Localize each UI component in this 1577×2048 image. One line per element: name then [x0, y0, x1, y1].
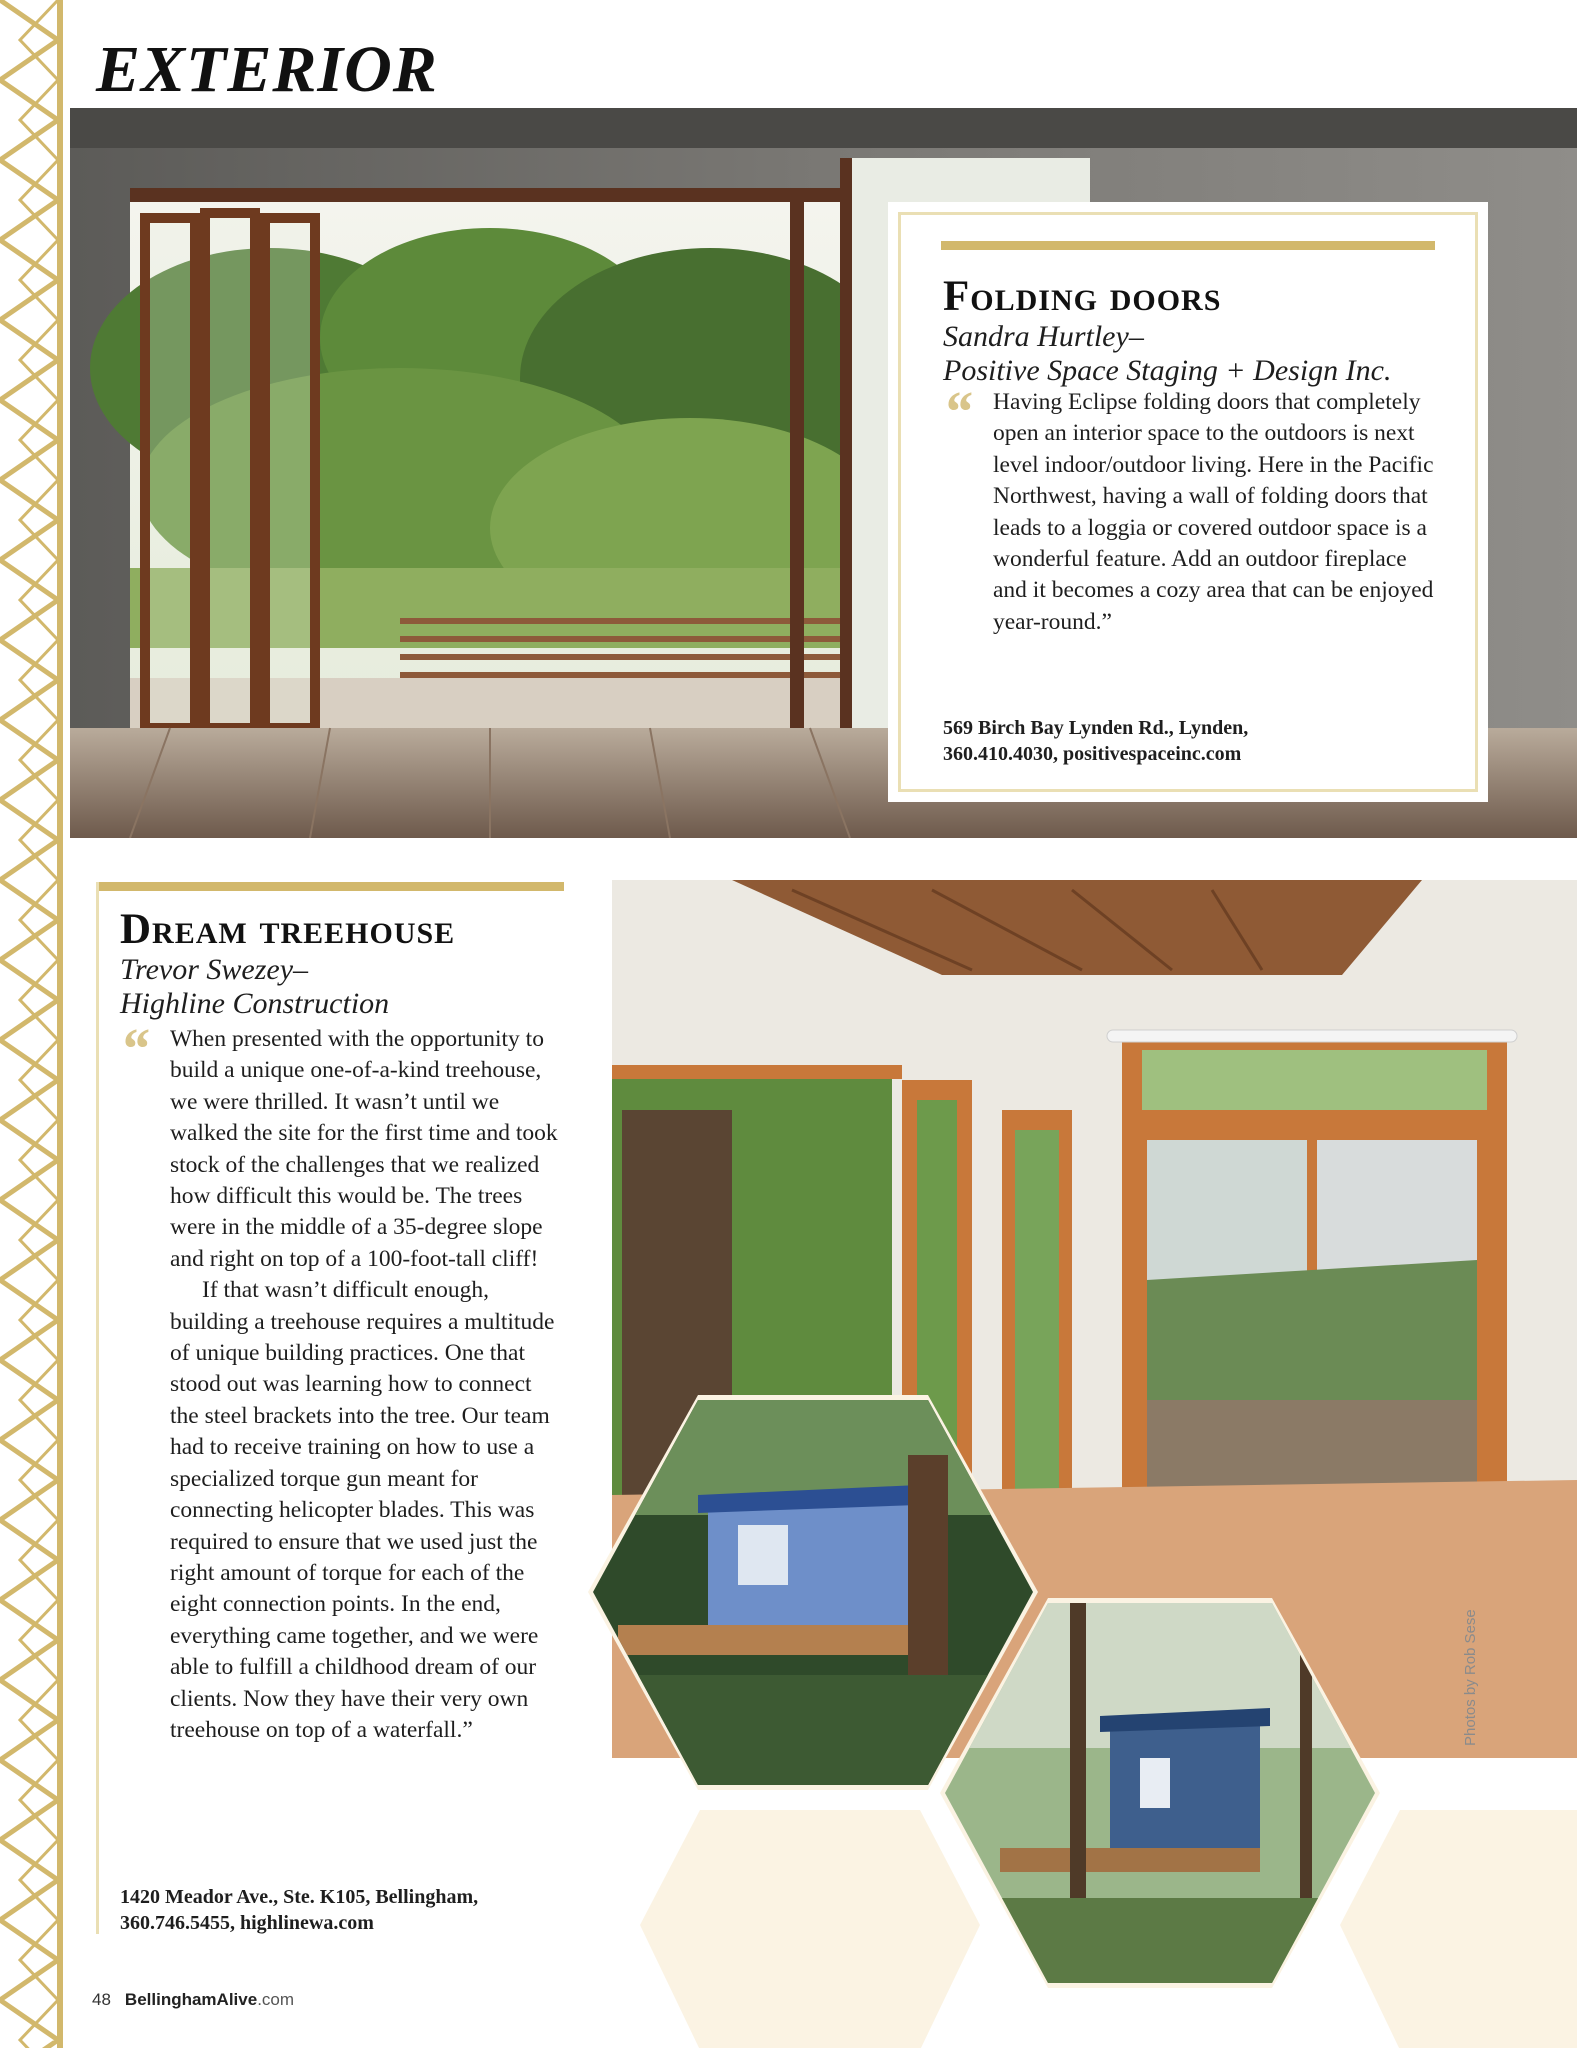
page-footer	[92, 1990, 294, 2010]
quote-mark-icon: “	[120, 1016, 149, 1081]
folding-doors-card-border	[898, 212, 1478, 792]
treehouse-article	[96, 882, 564, 1940]
folding-doors-address: 569 Birch Bay Lynden Rd., Lynden,	[943, 717, 1249, 739]
page-number: 48	[92, 1990, 111, 2009]
folding-doors-byline-name: Sandra Hurtley–	[943, 320, 1144, 354]
treehouse-quote-paragraph-2: If that wasn’t difficult enough, building a treehouse requires a multitude of unique building practices. One that stood out was learning how to connect the steel brackets into the tree. Our team had to receive training on how to use a specialized torque gun meant for connecting helicopter blades. This was required to ensure that we used just the right amount of torque for each of the eight connection points. In the end, everything came together, and we were able to fulfill a childhood dream of our clients. Now they have their very own treehouse on top of a waterfall.”	[170, 1277, 555, 1743]
gold-rule	[941, 241, 1435, 250]
folding-doors-byline-company: Positive Space Staging + Design Inc.	[943, 353, 1392, 387]
treehouse-heading: Dream treehouse	[120, 906, 456, 953]
section-title: EXTERIOR	[96, 33, 438, 106]
gold-lattice-border	[0, 0, 70, 2048]
gold-rule	[96, 882, 564, 891]
publication-domain: .com	[257, 1990, 295, 2009]
treehouse-quote	[120, 1024, 560, 1746]
gold-vertical-rule	[96, 882, 99, 1934]
treehouse-slope-hexagon-photo	[940, 1598, 1380, 1988]
folding-doors-contact: 360.410.4030, positivespaceinc.com	[943, 743, 1242, 765]
folding-doors-heading: Folding doors	[943, 273, 1222, 320]
treehouse-byline-company: Highline Construction	[120, 986, 390, 1020]
treehouse-byline-name: Trevor Swezey–	[120, 953, 309, 987]
hexagon-decoration	[640, 1800, 980, 2048]
folding-doors-quote	[943, 387, 1443, 638]
treehouse-address: 1420 Meador Ave., Ste. K105, Bellingham,	[120, 1886, 479, 1908]
folding-doors-card	[888, 202, 1488, 802]
quote-mark-icon: “	[943, 379, 972, 444]
treehouse-contact: 360.746.5455, highlinewa.com	[120, 1912, 374, 1934]
treehouse-quote-paragraph-1: When presented with the opportunity to build a unique one-of-a-kind treehouse, we were thrilled. It wasn’t until we walked the site for the first time and took stock of the challenges that we realized how difficult this would be. The trees were in the middle of a 35-degree slope and right on top of a 100-foot-tall cliff!	[170, 1026, 558, 1272]
folding-doors-quote-text: Having Eclipse folding doors that completely open an interior space to the outdoors is next level indoor/outdoor living. Here in the Pacific Northwest, having a wall of folding doors that leads to a loggia or covered outdoor space is a wonderful feature. Add an outdoor fireplace and it becomes a cozy area that can be enjoyed year-round.”	[993, 389, 1434, 635]
publication-name: BellinghamAlive	[124, 1990, 258, 2009]
